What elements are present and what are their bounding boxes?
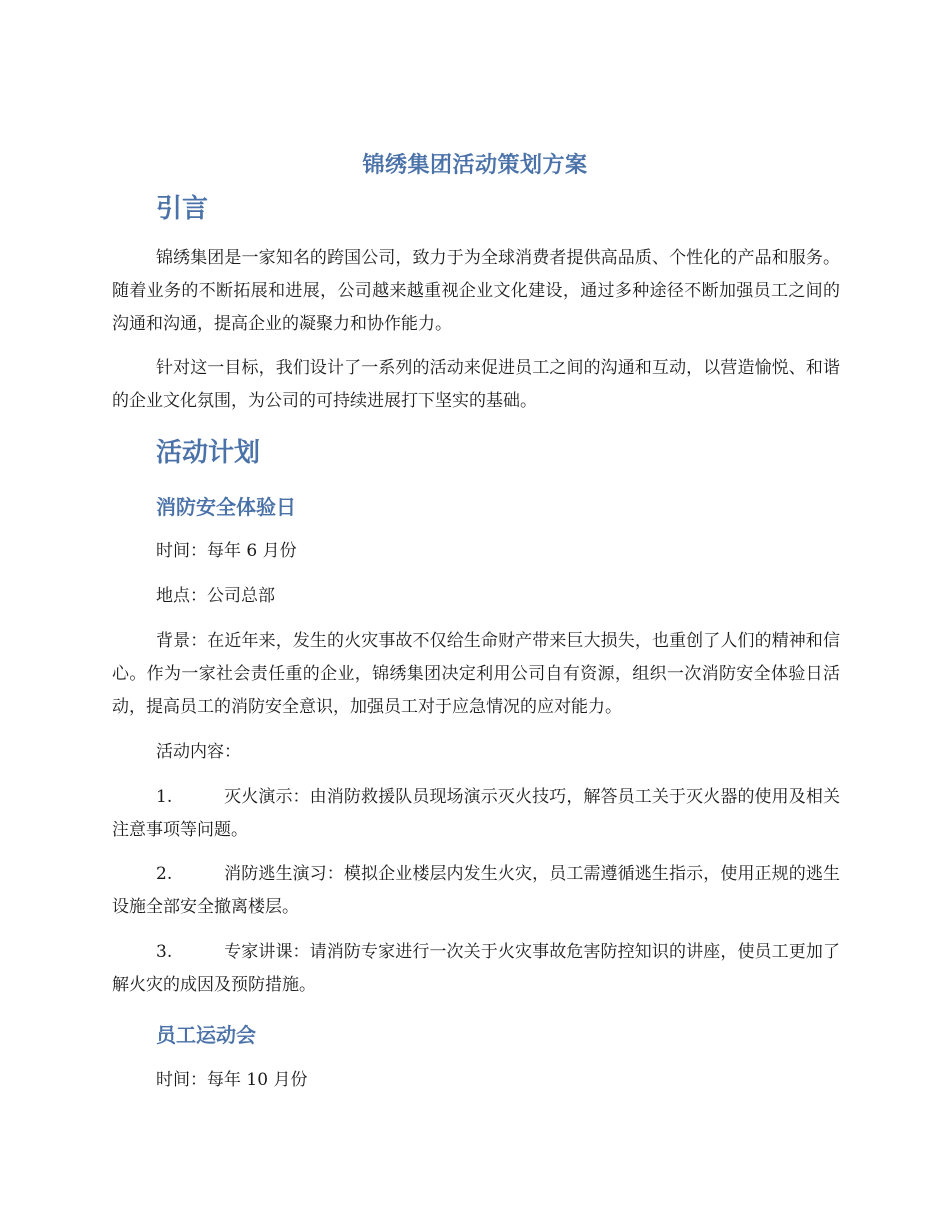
list-item-number: 1. bbox=[156, 787, 173, 807]
fire-safety-time: 时间：每年 6 月份 bbox=[156, 541, 297, 561]
fire-safety-content-label: 活动内容： bbox=[156, 742, 241, 762]
heading-employee-sports-day: 员工运动会 bbox=[156, 1023, 256, 1047]
intro-paragraph-1: 锦绣集团是一家知名的跨国公司，致力于为全球消费者提供高品质、个性化的产品和服务。随着业务的不断拓展和进展，公司越来越重视企业文化建设，通过多种途径不断加强员工之间的沟通和沟通，提高企业的凝聚力和协作能力。 bbox=[112, 248, 840, 334]
list-item bbox=[112, 858, 840, 924]
intro-paragraph-2: 针对这一目标，我们设计了一系列的活动来促进员工之间的沟通和互动，以营造愉悦、和谐的企业文化氛围，为公司的可持续进展打下坚实的基础。 bbox=[112, 358, 840, 411]
sports-time: 时间：每年 10 月份 bbox=[156, 1070, 308, 1090]
fire-safety-place: 地点：公司总部 bbox=[156, 586, 275, 606]
list-item bbox=[112, 936, 840, 1002]
fire-safety-background: 背景：在近年来，发生的火灾事故不仅给生命财产带来巨大损失，也重创了人们的精神和信心。作为一家社会责任重的企业，锦绣集团决定利用公司自有资源，组织一次消防安全体验日活动，提高员工的消防安全意识，加强员工对于应急情况的应对能力。 bbox=[112, 631, 840, 717]
heading-intro: 引言 bbox=[156, 194, 209, 224]
list-item-text: 灭火演示：由消防救援队员现场演示灭火技巧，解答员工关于灭火器的使用及相关注意事项等问题。 bbox=[112, 787, 840, 840]
list-item-text: 消防逃生演习：模拟企业楼层内发生火灾，员工需遵循逃生指示，使用正规的逃生设施全部安全撤离楼层。 bbox=[112, 864, 840, 917]
list-item-text: 专家讲课：请消防专家进行一次关于火灾事故危害防控知识的讲座，使员工更加了解火灾的成因及预防措施。 bbox=[112, 942, 840, 995]
document-title: 锦绣集团活动策划方案 bbox=[362, 153, 588, 178]
list-item bbox=[112, 781, 840, 847]
heading-activity-plan: 活动计划 bbox=[156, 438, 261, 468]
list-item-number: 2. bbox=[156, 864, 173, 884]
heading-fire-safety-day: 消防安全体验日 bbox=[156, 495, 296, 519]
list-item-number: 3. bbox=[156, 942, 173, 962]
